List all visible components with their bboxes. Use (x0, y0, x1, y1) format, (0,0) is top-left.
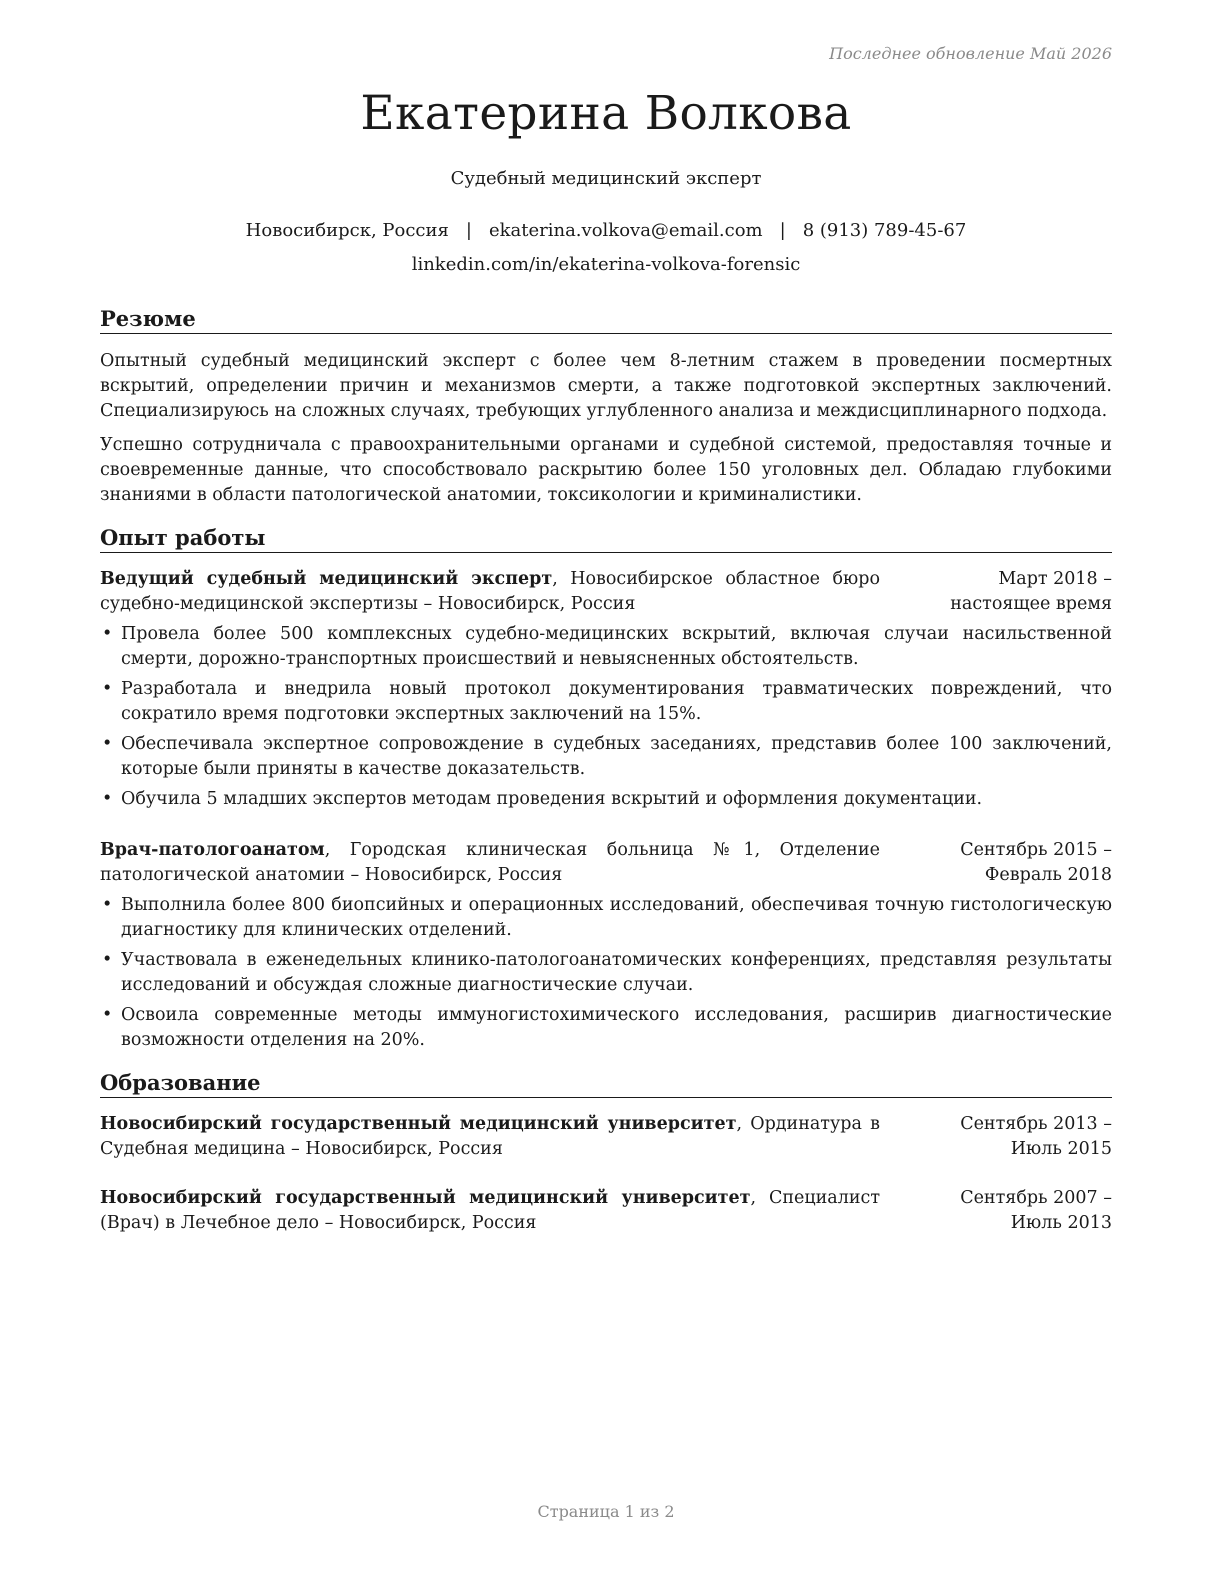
list-item: • Выполнила более 800 биопсийных и операционных исследований, обеспечивая точную гистологическую диагностику для клинических отделений. (100, 893, 1112, 943)
experience-entry (100, 567, 1112, 817)
achievements-list (100, 622, 1112, 812)
last-updated: Последнее обновление Май 2026 (829, 44, 1112, 63)
page-number: Страница 1 из 2 (537, 1502, 675, 1521)
section-heading-summary: Резюме (100, 305, 1112, 334)
institution-name: Новосибирский государственный медицинский университет (100, 1114, 737, 1134)
job-title: Судебный медицинский эксперт (450, 168, 762, 189)
job-role: Врач-патологоанатом (100, 840, 325, 860)
entry-title (100, 838, 880, 888)
entry-title (100, 1186, 880, 1236)
section-heading-education: Образование (100, 1069, 1112, 1098)
job-dates: Март 2018 – настоящее время (950, 569, 1112, 614)
degree-details: , Ординатура в Судебная медицина – Новосибирск, Россия (100, 1114, 880, 1159)
section-heading-experience: Опыт работы (100, 524, 1112, 553)
separator: | (465, 220, 472, 241)
list-item: • Участвовала в еженедельных клинико-патологоанатомических конференциях, представляя результаты исследований и обсуждая сложные диагностические случаи. (100, 948, 1112, 998)
job-details: , Новосибирское областное бюро судебно-медицинской экспертизы – Новосибирск, Россия (100, 569, 880, 614)
list-item: • Освоила современные методы иммуногистохимического исследования, расширив диагностические возможности отделения на 20%. (100, 1003, 1112, 1053)
education-dates: Сентябрь 2007 – Июль 2013 (960, 1188, 1112, 1233)
contact-line (100, 220, 1112, 241)
linkedin-link[interactable]: linkedin.com/in/ekaterina-volkova-forensic (411, 254, 801, 275)
job-dates: Сентябрь 2015 – Февраль 2018 (960, 840, 1112, 885)
job-details: , Городская клиническая больница №1, Отделение патологической анатомии – Новосибирск, Россия (100, 840, 880, 885)
list-item: • Обеспечивала экспертное сопровождение в судебных заседаниях, представив более 100 заключений, которые были приняты в качестве доказательств. (100, 732, 1112, 782)
entry-title (100, 1112, 880, 1162)
institution-name: Новосибирский государственный медицинский университет (100, 1188, 751, 1208)
education-entry (100, 1186, 1112, 1236)
phone-number: 8 (913) 789-45-67 (802, 220, 967, 241)
person-name: Екатерина Волкова (360, 86, 852, 141)
location: Новосибирск, Россия (245, 220, 449, 241)
job-role: Ведущий судебный медицинский эксперт (100, 569, 553, 589)
education-dates: Сентябрь 2013 – Июль 2015 (960, 1114, 1112, 1159)
resume-page (100, 0, 1112, 1584)
entry-title (100, 567, 880, 617)
summary-paragraph: Опытный судебный медицинский эксперт с более чем 8-летним стажем в проведении посмертных вскрытий, определении причин и механизмов смерти, а также подготовкой экспертных заключений. Специализируюсь на сложных случаях, требующих углубленного анализа и междисциплинарного подхода. (100, 351, 1112, 421)
summary-paragraph: Успешно сотрудничала с правоохранительными органами и судебной системой, предоставляя точные и своевременные данные, что способствовало раскрытию более 150 уголовных дел. Обладаю глубокими знаниями в области патологической анатомии, токсикологии и криминалистики. (100, 435, 1112, 505)
list-item: • Обучила 5 младших экспертов методам проведения вскрытий и оформления документации. (100, 787, 1112, 812)
list-item: • Разработала и внедрила новый протокол документирования травматических повреждений, что сократило время подготовки экспертных заключений на 15%. (100, 677, 1112, 727)
email-link[interactable]: ekaterina.volkova@email.com (488, 220, 763, 241)
experience-entry (100, 838, 1112, 1058)
degree-details: , Специалист (Врач) в Лечебное дело – Новосибирск, Россия (100, 1188, 880, 1233)
education-entry (100, 1112, 1112, 1162)
separator: | (779, 220, 786, 241)
achievements-list (100, 893, 1112, 1053)
list-item: • Провела более 500 комплексных судебно-медицинских вскрытий, включая случаи насильственной смерти, дорожно-транспортных происшествий и невыясненных обстоятельств. (100, 622, 1112, 672)
